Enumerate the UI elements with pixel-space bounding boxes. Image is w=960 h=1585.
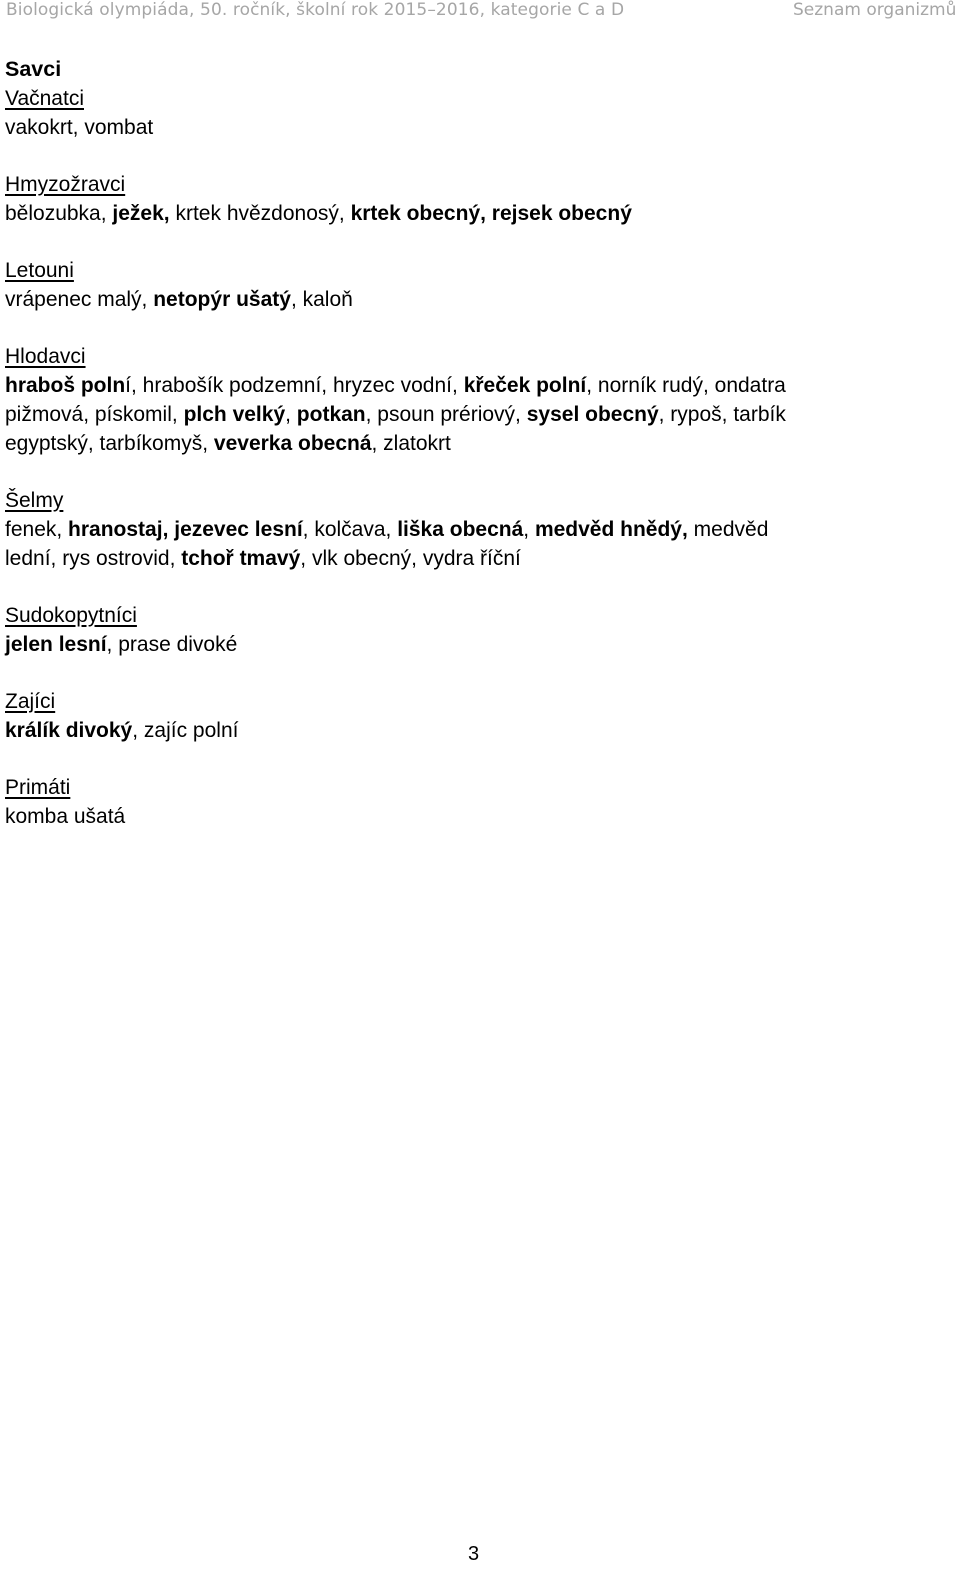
- species-text: ,: [285, 403, 297, 426]
- species-bold: plch velký: [183, 403, 286, 426]
- taxon-group: [5, 773, 950, 831]
- species-line: [5, 544, 950, 573]
- group-name: Šelmy: [5, 489, 64, 512]
- species-text: vrápenec malý,: [5, 288, 154, 311]
- species-line: [5, 802, 950, 831]
- species-text: , psoun prériový,: [365, 403, 527, 426]
- species-bold: králík divoký: [5, 719, 133, 742]
- group-name: Letouni: [5, 259, 74, 282]
- species-text: pižmová, pískomil,: [5, 403, 184, 426]
- species-bold: veverka obecná: [213, 432, 372, 455]
- group-name: Hmyzožravci: [5, 173, 126, 196]
- species-text: , zlatokrt: [371, 432, 451, 455]
- species-bold: liška obecná: [397, 518, 524, 541]
- species-line: [5, 716, 950, 745]
- species-bold: netopýr ušatý: [153, 288, 291, 311]
- species-bold: medvěd hnědý,: [534, 518, 688, 541]
- species-text: , zajíc polní: [132, 719, 239, 742]
- species-line: [5, 285, 950, 314]
- species-text: bělozubka,: [5, 202, 113, 225]
- species-text: komba ušatá: [5, 805, 126, 828]
- page-header: [0, 0, 960, 26]
- species-line: [5, 515, 950, 544]
- group-list: [5, 84, 950, 831]
- species-line: [5, 630, 950, 659]
- species-bold: hraboš poln: [5, 374, 126, 397]
- species-text: , kolčava,: [302, 518, 398, 541]
- species-line: [5, 113, 950, 142]
- species-bold: ježek,: [112, 202, 170, 225]
- group-name: Sudokopytníci: [5, 604, 137, 627]
- species-text: fenek,: [5, 518, 69, 541]
- taxon-group: [5, 601, 950, 659]
- group-name: Primáti: [5, 776, 71, 799]
- taxon-group: [5, 84, 950, 142]
- header-section: Seznam organizmů: [793, 0, 957, 20]
- species-bold: jelen lesní: [5, 633, 107, 656]
- document-body: [5, 55, 950, 859]
- page-number: 3: [468, 1543, 480, 1565]
- species-bold: křeček polní: [463, 374, 587, 397]
- species-bold: tchoř tmavý: [181, 547, 301, 570]
- species-bold: potkan: [296, 403, 366, 426]
- species-line: [5, 400, 950, 429]
- taxon-group: [5, 687, 950, 745]
- species-line: [5, 371, 950, 400]
- species-text: , prase divoké: [106, 633, 238, 656]
- species-text: , rypoš, tarbík: [658, 403, 786, 426]
- taxon-group: [5, 342, 950, 458]
- species-text: ,: [523, 518, 535, 541]
- species-text: lední, rys ostrovid,: [5, 547, 182, 570]
- taxon-group: [5, 486, 950, 573]
- species-text: , norník rudý, ondatra: [586, 374, 786, 397]
- species-bold: sysel obecný: [526, 403, 659, 426]
- species-text: í, hrabošík podzemní, hryzec vodní,: [125, 374, 464, 397]
- group-name: Zajíci: [5, 690, 56, 713]
- species-line: [5, 429, 950, 458]
- section-title: Savci: [5, 57, 62, 81]
- species-text: medvěd: [687, 518, 769, 541]
- species-text: , vlk obecný, vydra říční: [300, 547, 521, 570]
- species-text: krtek hvězdonosý,: [169, 202, 351, 225]
- species-text: vakokrt, vombat: [5, 116, 154, 139]
- species-text: , kaloň: [290, 288, 353, 311]
- taxon-group: [5, 170, 950, 228]
- group-name: Hlodavci: [5, 345, 86, 368]
- species-line: [5, 199, 950, 228]
- species-bold: krtek obecný, rejsek obecný: [350, 202, 632, 225]
- group-name: Vačnatci: [5, 87, 84, 110]
- species-text: egyptský, tarbíkomyš,: [5, 432, 214, 455]
- taxon-group: [5, 256, 950, 314]
- header-title: Biologická olympiáda, 50. ročník, školní rok 2015–2016, kategorie C a D: [6, 0, 625, 20]
- species-bold: hranostaj, jezevec lesní: [68, 518, 303, 541]
